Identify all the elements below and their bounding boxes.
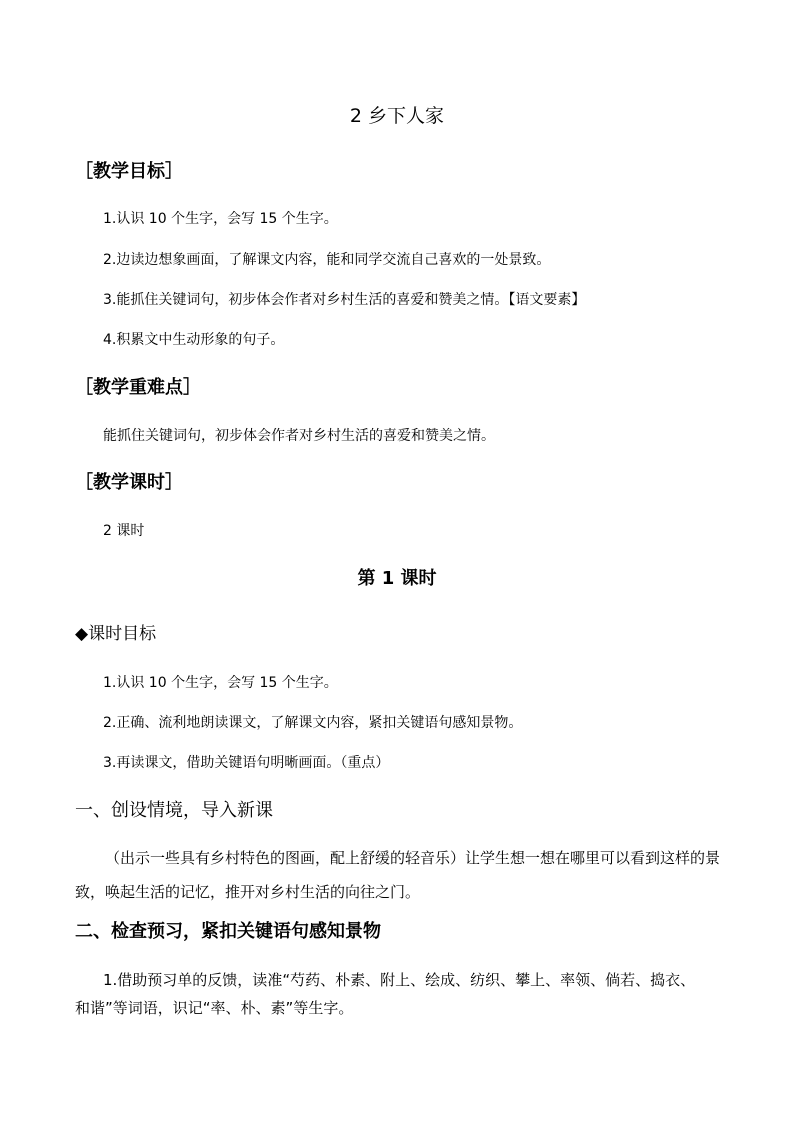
key-points-heading: ［教学重难点］ — [75, 377, 201, 398]
hours-heading: ［教学课时］ — [75, 472, 183, 493]
part2-line-1: 1.借助预习单的反馈，读准“芍药、朴素、附上、绘成、纺织、攀上、率领、倘若、捣衣、 — [103, 971, 696, 989]
part2-heading: 二、检查预习，紧扣关键语句感知景物 — [75, 921, 381, 942]
goals-heading: ［教学目标］ — [75, 161, 183, 182]
lesson-title: 2 乡下人家 — [349, 105, 445, 127]
goal-item-4: 4.积累文中生动形象的句子。 — [103, 332, 285, 348]
hours-text: 2 课时 — [103, 523, 145, 539]
goal-item-3: 3.能抓住关键词句，初步体会作者对乡村生活的喜爱和赞美之情。【语文要素】 — [103, 292, 586, 308]
goal-item-1: 1.认识 10 个生字，会写 15 个生字。 — [103, 211, 338, 227]
session-title: 第 1 课时 — [357, 568, 437, 589]
part2-line-2: 和谐”等词语，识记“率、朴、素”等生字。 — [75, 999, 354, 1017]
objective-item-3: 3.再读课文，借助关键语句明晰画面。（重点） — [103, 755, 390, 771]
part1-heading: 一、创设情境，导入新课 — [75, 800, 273, 821]
key-points-text: 能抓住关键词句，初步体会作者对乡村生活的喜爱和赞美之情。 — [103, 428, 495, 444]
objective-item-1: 1.认识 10 个生字，会写 15 个生字。 — [103, 675, 338, 691]
objective-item-2: 2.正确、流利地朗读课文，了解课文内容，紧扣关键语句感知景物。 — [103, 715, 523, 731]
part1-paragraph: （出示一些具有乡村特色的图画，配上舒缓的轻音乐）让学生想一想在哪里可以看到这样的景致，唤起生活的记忆，推开对乡村生活的向往之门。 — [75, 849, 721, 901]
goal-item-2: 2.边读边想象画面，了解课文内容，能和同学交流自己喜欢的一处景致。 — [103, 252, 551, 268]
session-objectives-heading: ◆课时目标 — [75, 624, 157, 644]
